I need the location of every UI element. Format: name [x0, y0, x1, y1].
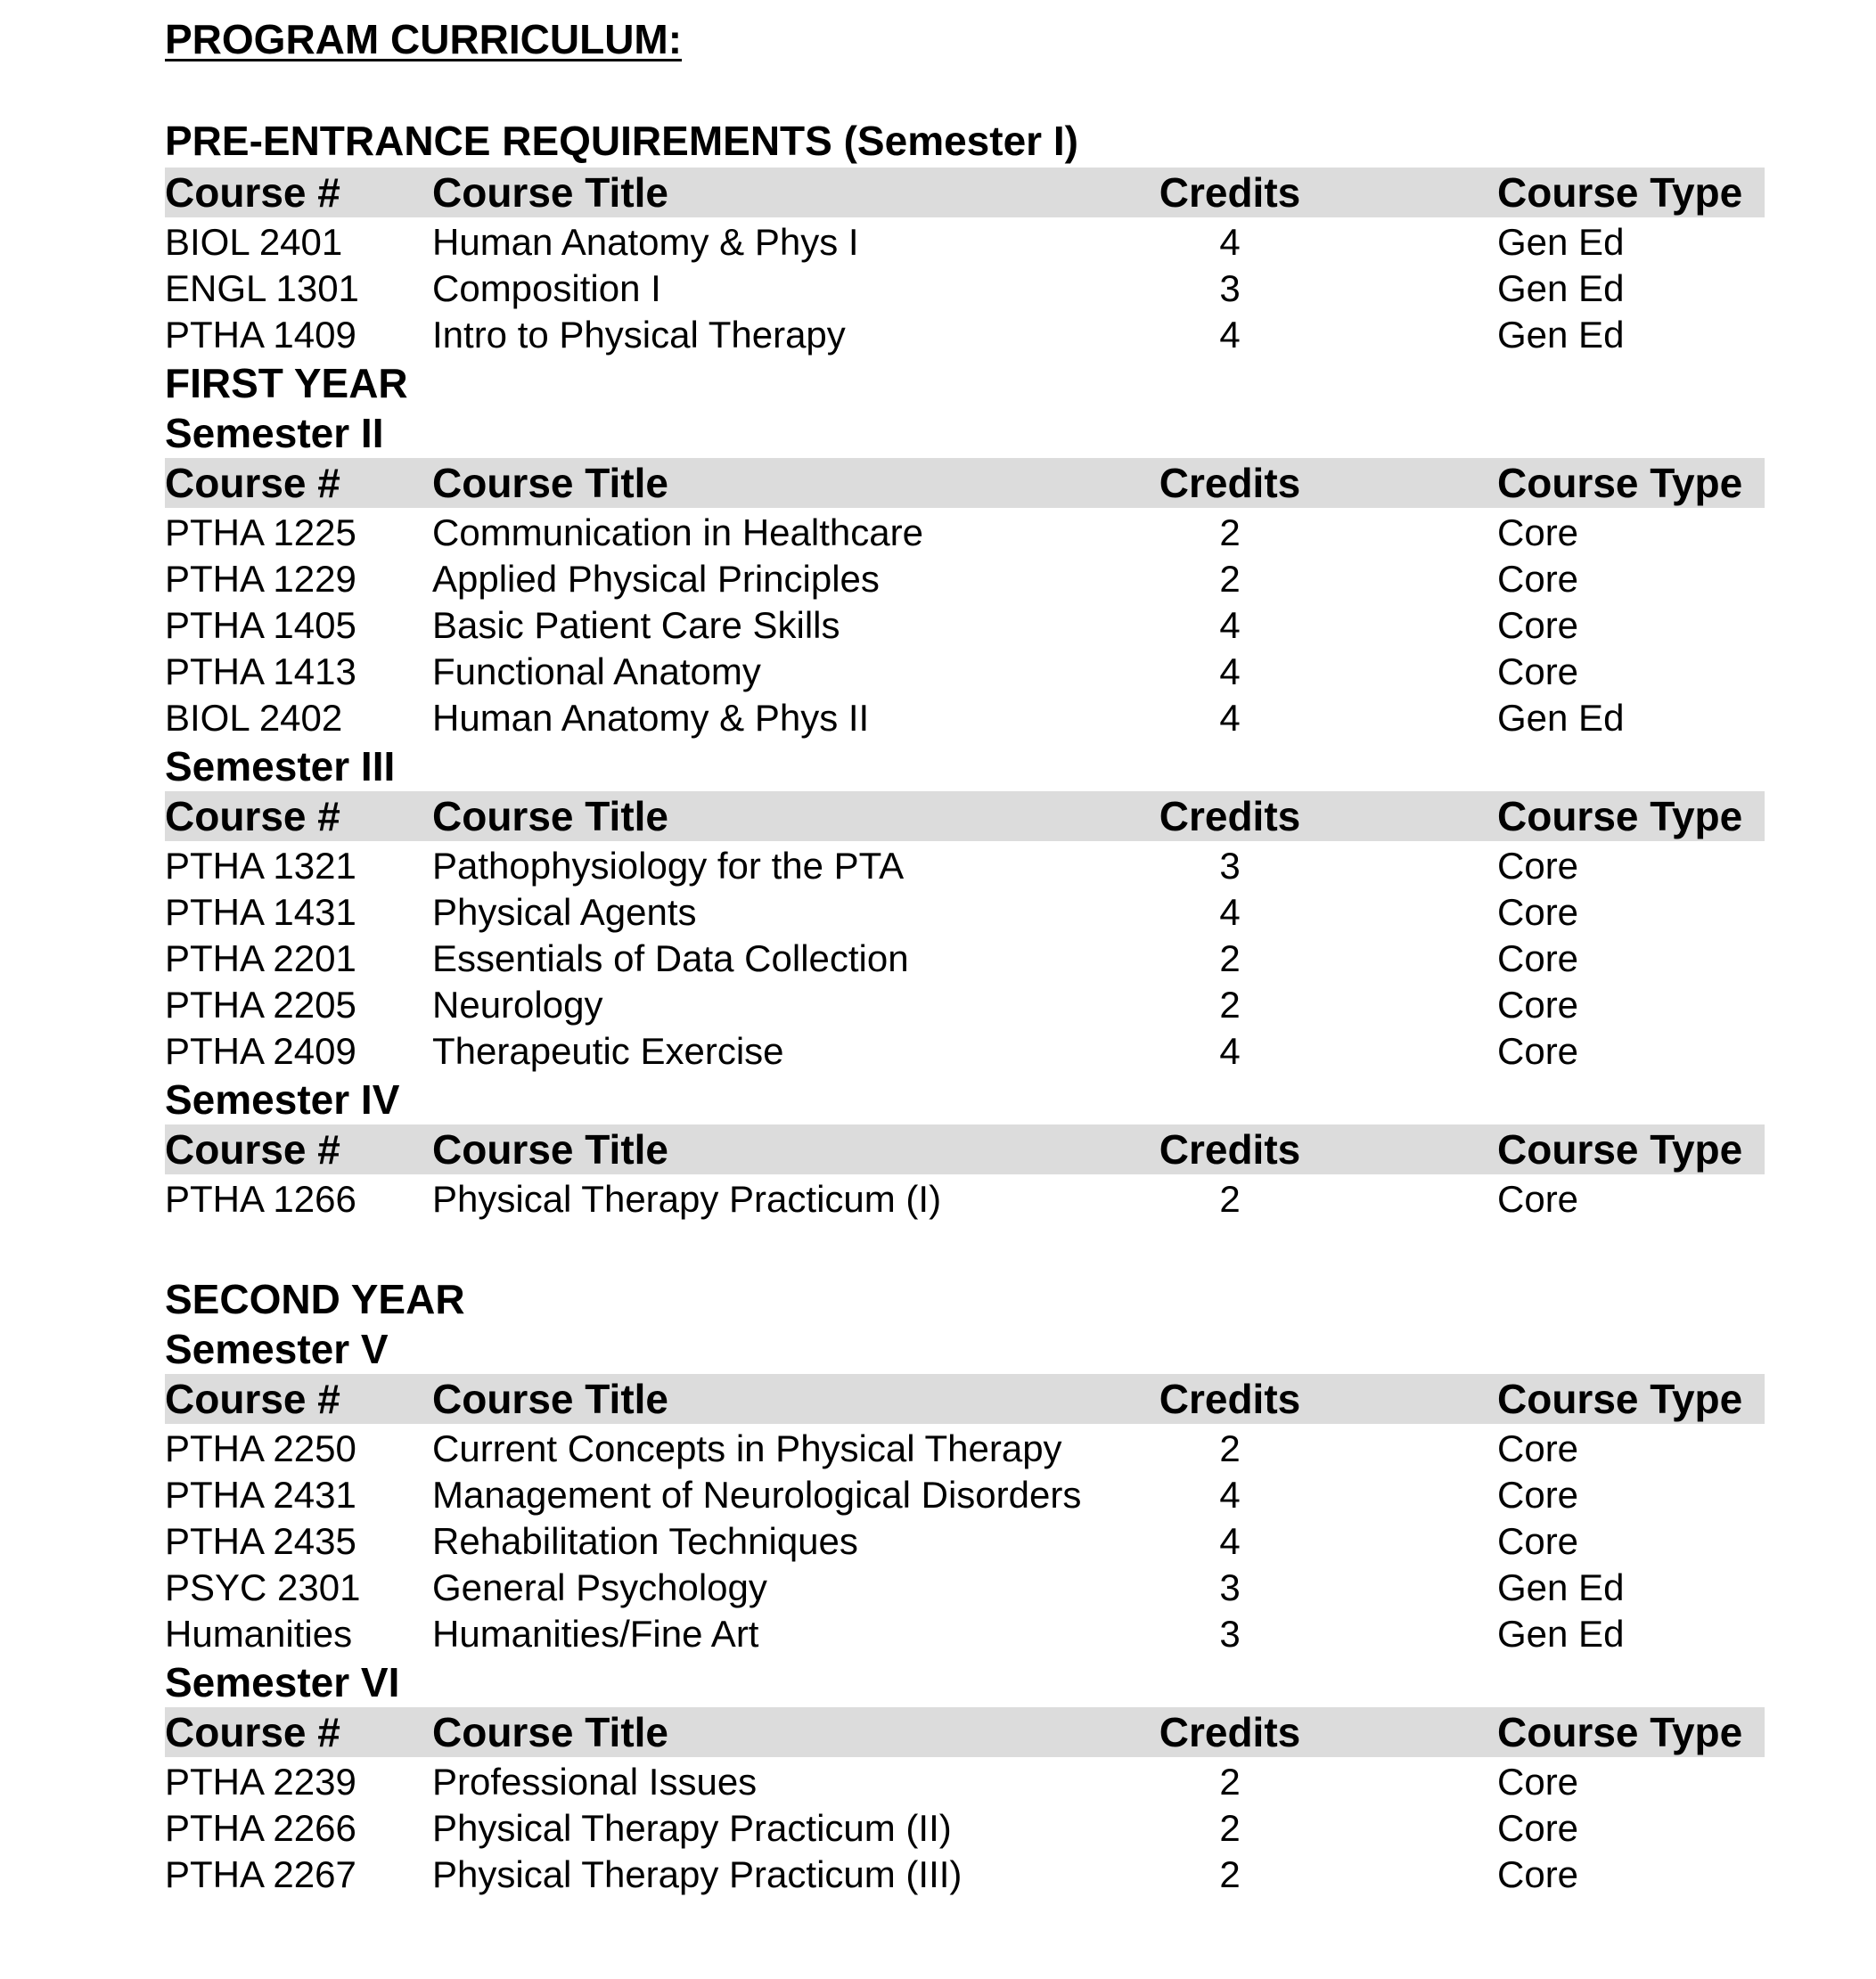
- course-type: Core: [1497, 1761, 1579, 1803]
- header-course-num: Course #: [165, 169, 340, 216]
- course-type: Core: [1497, 650, 1579, 692]
- header-course-type: Course Type: [1497, 1376, 1743, 1422]
- table-row: [165, 1518, 1765, 1565]
- course-title: Basic Patient Care Skills: [432, 604, 840, 646]
- year-heading: SECOND YEAR: [165, 1276, 465, 1322]
- course-type: Core: [1497, 1474, 1579, 1516]
- course-credits: 4: [1219, 650, 1241, 692]
- course-credits: 2: [1219, 511, 1241, 553]
- course-number: PTHA 1413: [165, 650, 356, 692]
- table-row: [165, 695, 1765, 741]
- semester-heading: PRE-ENTRANCE REQUIREMENTS (Semester I): [165, 118, 1078, 164]
- course-number: PTHA 2205: [165, 984, 356, 1026]
- table-row: [165, 1028, 1765, 1075]
- course-type: Core: [1497, 1427, 1579, 1469]
- course-type: Gen Ed: [1497, 1613, 1625, 1655]
- course-number: PTHA 1431: [165, 891, 356, 933]
- course-type: Core: [1497, 1178, 1579, 1220]
- course-number: ENGL 1301: [165, 267, 359, 309]
- course-type: Gen Ed: [1497, 314, 1625, 356]
- table-row: [165, 1565, 1765, 1611]
- course-number: BIOL 2402: [165, 697, 343, 739]
- course-credits: 2: [1219, 984, 1241, 1026]
- course-number: PTHA 2266: [165, 1807, 356, 1849]
- course-title: Human Anatomy & Phys II: [432, 697, 870, 739]
- course-title: Pathophysiology for the PTA: [432, 845, 905, 887]
- course-credits: 2: [1219, 1761, 1241, 1803]
- course-credits: 4: [1219, 891, 1241, 933]
- course-title: Composition I: [432, 267, 661, 309]
- header-course-type: Course Type: [1497, 793, 1743, 839]
- header-course-type: Course Type: [1497, 1709, 1743, 1755]
- semester-heading: Semester VI: [165, 1659, 400, 1705]
- table-header-row: [165, 1707, 1765, 1757]
- course-title: Applied Physical Principles: [432, 558, 880, 600]
- course-title: Humanities/Fine Art: [432, 1613, 759, 1655]
- header-course-title: Course Title: [432, 1126, 668, 1173]
- course-type: Core: [1497, 1807, 1579, 1849]
- course-credits: 3: [1219, 1566, 1241, 1608]
- table-row: [165, 1805, 1765, 1852]
- course-number: PTHA 2250: [165, 1427, 356, 1469]
- course-title: Neurology: [432, 984, 603, 1026]
- table-header-row: [165, 791, 1765, 841]
- course-credits: 4: [1219, 221, 1241, 263]
- course-type: Core: [1497, 984, 1579, 1026]
- header-course-num: Course #: [165, 793, 340, 839]
- course-credits: 2: [1219, 937, 1241, 979]
- header-course-num: Course #: [165, 1709, 340, 1755]
- header-credits: Credits: [1159, 1126, 1301, 1173]
- table-row: [165, 889, 1765, 936]
- course-credits: 3: [1219, 267, 1241, 309]
- course-number: PTHA 1266: [165, 1178, 356, 1220]
- course-credits: 4: [1219, 1520, 1241, 1562]
- course-number: PTHA 1321: [165, 845, 356, 887]
- course-number: PTHA 2409: [165, 1030, 356, 1072]
- course-title: Essentials of Data Collection: [432, 937, 909, 979]
- course-number: PTHA 1409: [165, 314, 356, 356]
- course-credits: 4: [1219, 604, 1241, 646]
- header-credits: Credits: [1159, 793, 1301, 839]
- course-number: PTHA 2201: [165, 937, 356, 979]
- course-credits: 2: [1219, 1178, 1241, 1220]
- header-course-title: Course Title: [432, 1376, 668, 1422]
- table-row: [165, 312, 1765, 358]
- table-row: [165, 556, 1765, 602]
- course-number: PTHA 1405: [165, 604, 356, 646]
- table-row: [165, 510, 1765, 556]
- course-number: PTHA 1229: [165, 558, 356, 600]
- course-title: Physical Therapy Practicum (I): [432, 1178, 942, 1220]
- course-title: Management of Neurological Disorders: [432, 1474, 1082, 1516]
- course-type: Core: [1497, 937, 1579, 979]
- semester-heading: Semester V: [165, 1326, 389, 1372]
- table-header-row: [165, 168, 1765, 217]
- course-title: Communication in Healthcare: [432, 511, 923, 553]
- course-number: PTHA 2267: [165, 1853, 356, 1895]
- table-row: [165, 1426, 1765, 1472]
- course-credits: 3: [1219, 1613, 1241, 1655]
- course-type: Core: [1497, 891, 1579, 933]
- table-row: [165, 649, 1765, 695]
- course-number: Humanities: [165, 1613, 353, 1655]
- semester-heading: Semester IV: [165, 1076, 400, 1123]
- table-row: [165, 1472, 1765, 1518]
- course-credits: 4: [1219, 1474, 1241, 1516]
- course-number: PTHA 1225: [165, 511, 356, 553]
- header-course-title: Course Title: [432, 793, 668, 839]
- course-number: PTHA 2431: [165, 1474, 356, 1516]
- course-type: Gen Ed: [1497, 221, 1625, 263]
- semester-heading: Semester II: [165, 410, 384, 456]
- course-title: General Psychology: [432, 1566, 767, 1608]
- header-credits: Credits: [1159, 1376, 1301, 1422]
- course-number: PTHA 2435: [165, 1520, 356, 1562]
- table-row: [165, 1852, 1765, 1898]
- course-credits: 2: [1219, 1807, 1241, 1849]
- course-title: Physical Therapy Practicum (II): [432, 1807, 952, 1849]
- header-course-title: Course Title: [432, 169, 668, 216]
- table-row: [165, 219, 1765, 266]
- course-credits: 2: [1219, 558, 1241, 600]
- header-course-num: Course #: [165, 1126, 340, 1173]
- table-row: [165, 1176, 1765, 1223]
- table-row: [165, 1759, 1765, 1805]
- header-credits: Credits: [1159, 460, 1301, 506]
- course-credits: 2: [1219, 1427, 1241, 1469]
- year-heading: FIRST YEAR: [165, 360, 408, 406]
- course-title: Human Anatomy & Phys I: [432, 221, 859, 263]
- course-type: Core: [1497, 604, 1579, 646]
- course-title: Professional Issues: [432, 1761, 758, 1803]
- table-row: [165, 982, 1765, 1028]
- course-type: Gen Ed: [1497, 1566, 1625, 1608]
- course-number: PSYC 2301: [165, 1566, 361, 1608]
- course-type: Core: [1497, 1030, 1579, 1072]
- course-credits: 3: [1219, 845, 1241, 887]
- course-title: Rehabilitation Techniques: [432, 1520, 858, 1562]
- course-type: Core: [1497, 511, 1579, 553]
- course-title: Functional Anatomy: [432, 650, 761, 692]
- header-course-num: Course #: [165, 1376, 340, 1422]
- table-row: [165, 936, 1765, 982]
- table-row: [165, 843, 1765, 889]
- header-course-type: Course Type: [1497, 460, 1743, 506]
- table-header-row: [165, 1374, 1765, 1424]
- header-credits: Credits: [1159, 1709, 1301, 1755]
- semester-heading: Semester III: [165, 743, 396, 789]
- table-row: [165, 266, 1765, 312]
- course-credits: 2: [1219, 1853, 1241, 1895]
- table-header-row: [165, 458, 1765, 508]
- course-type: Gen Ed: [1497, 697, 1625, 739]
- course-type: Core: [1497, 558, 1579, 600]
- course-credits: 4: [1219, 314, 1241, 356]
- course-type: Core: [1497, 1853, 1579, 1895]
- course-type: Core: [1497, 1520, 1579, 1562]
- course-title: Physical Agents: [432, 891, 697, 933]
- header-course-title: Course Title: [432, 1709, 668, 1755]
- course-number: BIOL 2401: [165, 221, 343, 263]
- header-course-title: Course Title: [432, 460, 668, 506]
- course-credits: 4: [1219, 1030, 1241, 1072]
- course-title: Current Concepts in Physical Therapy: [432, 1427, 1062, 1469]
- table-row: [165, 1611, 1765, 1657]
- header-credits: Credits: [1159, 169, 1301, 216]
- course-type: Gen Ed: [1497, 267, 1625, 309]
- header-course-type: Course Type: [1497, 1126, 1743, 1173]
- table-row: [165, 602, 1765, 649]
- program-title: PROGRAM CURRICULUM:: [165, 16, 683, 62]
- course-title: Intro to Physical Therapy: [432, 314, 846, 356]
- header-course-type: Course Type: [1497, 169, 1743, 216]
- course-type: Core: [1497, 845, 1579, 887]
- course-number: PTHA 2239: [165, 1761, 356, 1803]
- table-header-row: [165, 1124, 1765, 1174]
- course-title: Physical Therapy Practicum (III): [432, 1853, 963, 1895]
- course-credits: 4: [1219, 697, 1241, 739]
- header-course-num: Course #: [165, 460, 340, 506]
- course-title: Therapeutic Exercise: [432, 1030, 784, 1072]
